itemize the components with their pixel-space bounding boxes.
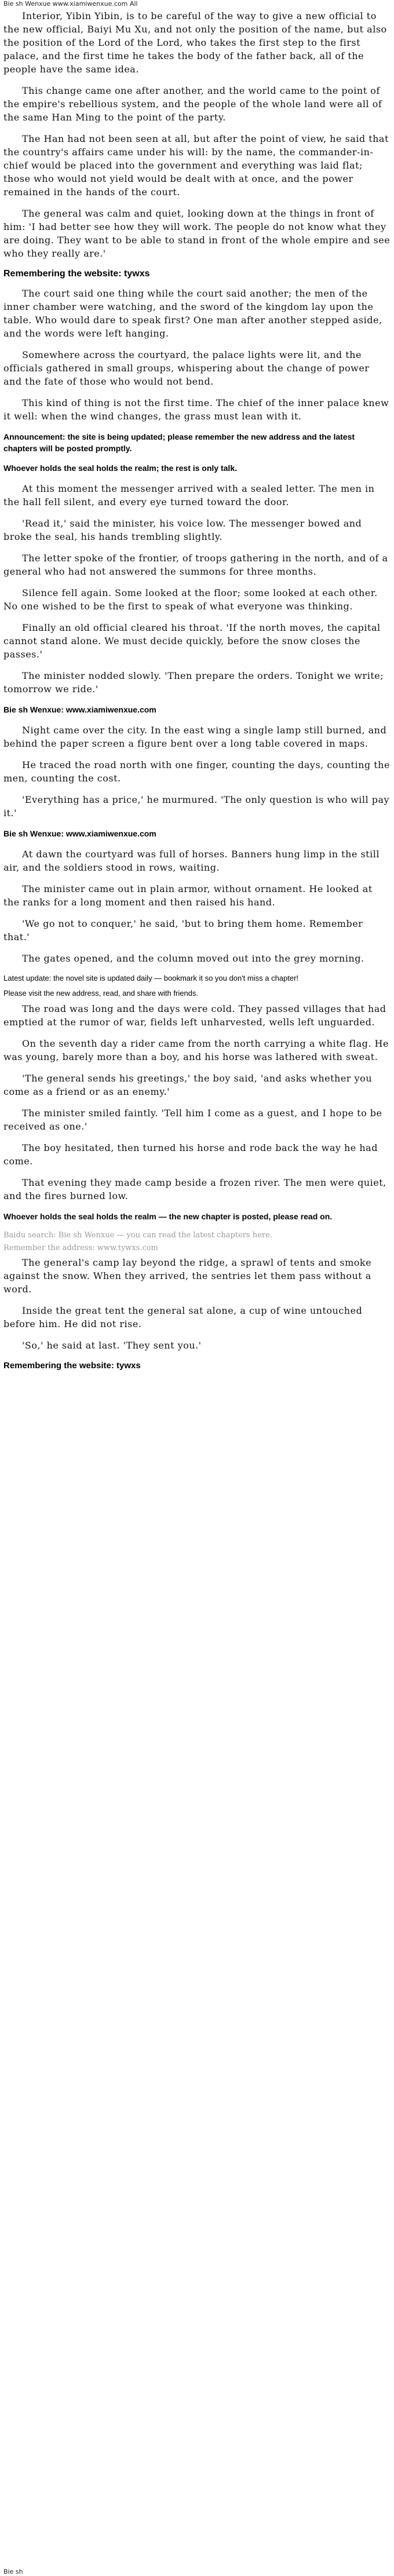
paragraph: Night came over the city. In the east wing a single lamp still burned, and behind the paper screen a figure bent over a long table covered in maps.: [3, 725, 387, 749]
site-notice: Announcement: the site is being updated; please remember the new address and the latest chapters will be posted promptly.: [3, 432, 355, 453]
paragraph: The general was calm and quiet, looking down at the things in front of him: 'I had better see how they will work. The people do not know what they are doing. They want to be able to stand in front of the whole empire and see who they really are.': [3, 208, 391, 259]
paragraph: 'Read it,' said the minister, his voice low. The messenger bowed and broke the seal, his hands trembling slightly.: [3, 518, 362, 542]
site-banner: Remembering the website: tywxs: [3, 1361, 141, 1371]
paragraph: That evening they made camp beside a frozen river. The men were quiet, and the fires burned low.: [3, 1177, 386, 1201]
paragraph: The gates opened, and the column moved out into the grey morning.: [22, 953, 364, 964]
paragraph: 'So,' he said at last. 'They sent you.': [22, 1340, 202, 1351]
paragraph: On the seventh day a rider came from the north carrying a white flag. He was young, barely more than a boy, and his horse was lathered with sweat.: [3, 1038, 389, 1062]
site-notice: Whoever holds the seal holds the realm; the rest is only talk.: [3, 463, 237, 473]
paragraph: 'The general sends his greetings,' the boy said, 'and asks whether you come as a friend or as an enemy.': [3, 1073, 373, 1097]
paragraph: Somewhere across the courtyard, the palace lights were lit, and the officials gathered in small groups, whispering about the change of power and the fate of those who would not bend.: [3, 349, 370, 387]
paragraph: 'Everything has a price,' he murmured. 'The only question is who will pay it.': [3, 794, 390, 819]
paragraph: The boy hesitated, then turned his horse and rode back the way he had come.: [3, 1142, 378, 1167]
paragraph: The letter spoke of the frontier, of troops gathering in the north, and of a general who had not answered the summons for three months.: [3, 553, 388, 577]
site-banner: Remembering the website: tywxs: [3, 269, 150, 279]
site-notice: Latest update: the novel site is updated daily — bookmark it so you don't miss a chapter!: [3, 974, 299, 982]
paragraph: Interior, Yibin Yibin, is to be careful of the way to give a new official to the new official, Baiyi Mu Xu, and not only the position of the name, but also the position of the Lord of the Lord, who takes the first step to the first palace, and the first time he takes the body of the father back, all of the people have the same idea.: [3, 10, 387, 75]
paragraph: Silence fell again. Some looked at the floor; some looked at each other. No one wished to be the first to speak of what everyone was thinking.: [3, 587, 378, 612]
top-bar: [3, 0, 391, 8]
watermark-text: Remember the address: www.tywxs.com: [3, 1244, 159, 1252]
bottom-bar: [3, 2568, 23, 2576]
paragraph: The minister came out in plain armor, without ornament. He looked at the ranks for a long moment and then raised his hand.: [3, 883, 373, 908]
paragraph: Inside the great tent the general sat alone, a cup of wine untouched before him. He did not rise.: [3, 1305, 363, 1329]
chapter-content: [3, 9, 391, 1372]
site-notice: Bie sh Wenxue: www.xiamiwenxue.com: [3, 829, 156, 838]
paragraph: The court said one thing while the court said another; the men of the inner chamber were watching, and the sword of the kingdom lay upon the table. Who would dare to speak first? One man after another stepped aside, and the words were left hanging.: [3, 288, 382, 339]
paragraph: He traced the road north with one finger, counting the days, counting the men, counting the cost.: [3, 759, 390, 784]
top-link[interactable]: All: [129, 0, 138, 8]
paragraph: The minister smiled faintly. 'Tell him I come as a guest, and I hope to be received as one.': [3, 1108, 382, 1132]
paragraph: The road was long and the days were cold. They passed villages that had emptied at the rumor of war, fields left unharvested, wells left unguarded.: [3, 1003, 386, 1028]
paragraph: At dawn the courtyard was full of horses. Banners hung limp in the still air, and the soldiers stood in rows, waiting.: [3, 849, 380, 873]
top-left-label: Bie sh Wenxue: [3, 0, 51, 8]
top-url-link[interactable]: www.xiamiwenxue.com: [52, 0, 128, 8]
bottom-left-label: Bie sh: [3, 2568, 23, 2575]
paragraph: 'We go not to conquer,' he said, 'but to bring them home. Remember that.': [3, 918, 363, 942]
site-notice: Whoever holds the seal holds the realm — the new chapter is posted, please read on.: [3, 1212, 333, 1221]
site-notice: Please visit the new address, read, and share with friends.: [3, 989, 199, 997]
paragraph: Finally an old official cleared his throat. 'If the north moves, the capital cannot stand alone. We must decide quickly, before the snow closes the passes.': [3, 622, 381, 660]
watermark-text: Baidu search: Bie sh Wenxue — you can read the latest chapters here.: [3, 1231, 272, 1240]
paragraph: This change came one after another, and the world came to the point of the empire's rebellious system, and the people of the whole land were all of the same Han Ming to the point of the party.: [3, 85, 382, 123]
paragraph: The general's camp lay beyond the ridge, a sprawl of tents and smoke against the snow. When they arrived, the sentries let them pass without a word.: [3, 1257, 372, 1295]
paragraph: This kind of thing is not the first time. The chief of the inner palace knew it well: when the wind changes, the grass must lean with it.: [3, 397, 389, 422]
site-notice: Bie sh Wenxue: www.xiamiwenxue.com: [3, 705, 156, 714]
paragraph: The minister nodded slowly. 'Then prepare the orders. Tonight we write; tomorrow we ride.': [3, 670, 384, 695]
paragraph: At this moment the messenger arrived with a sealed letter. The men in the hall fell silent, and every eye turned toward the door.: [3, 483, 375, 507]
paragraph: The Han had not been seen at all, but after the point of view, he said that the country's affairs came under his will: by the name, the commander-in-chief would be placed into the government and everything was laid flat; those who would not yield would be dealt with at once, and the power remained in the hands of the court.: [3, 133, 389, 198]
